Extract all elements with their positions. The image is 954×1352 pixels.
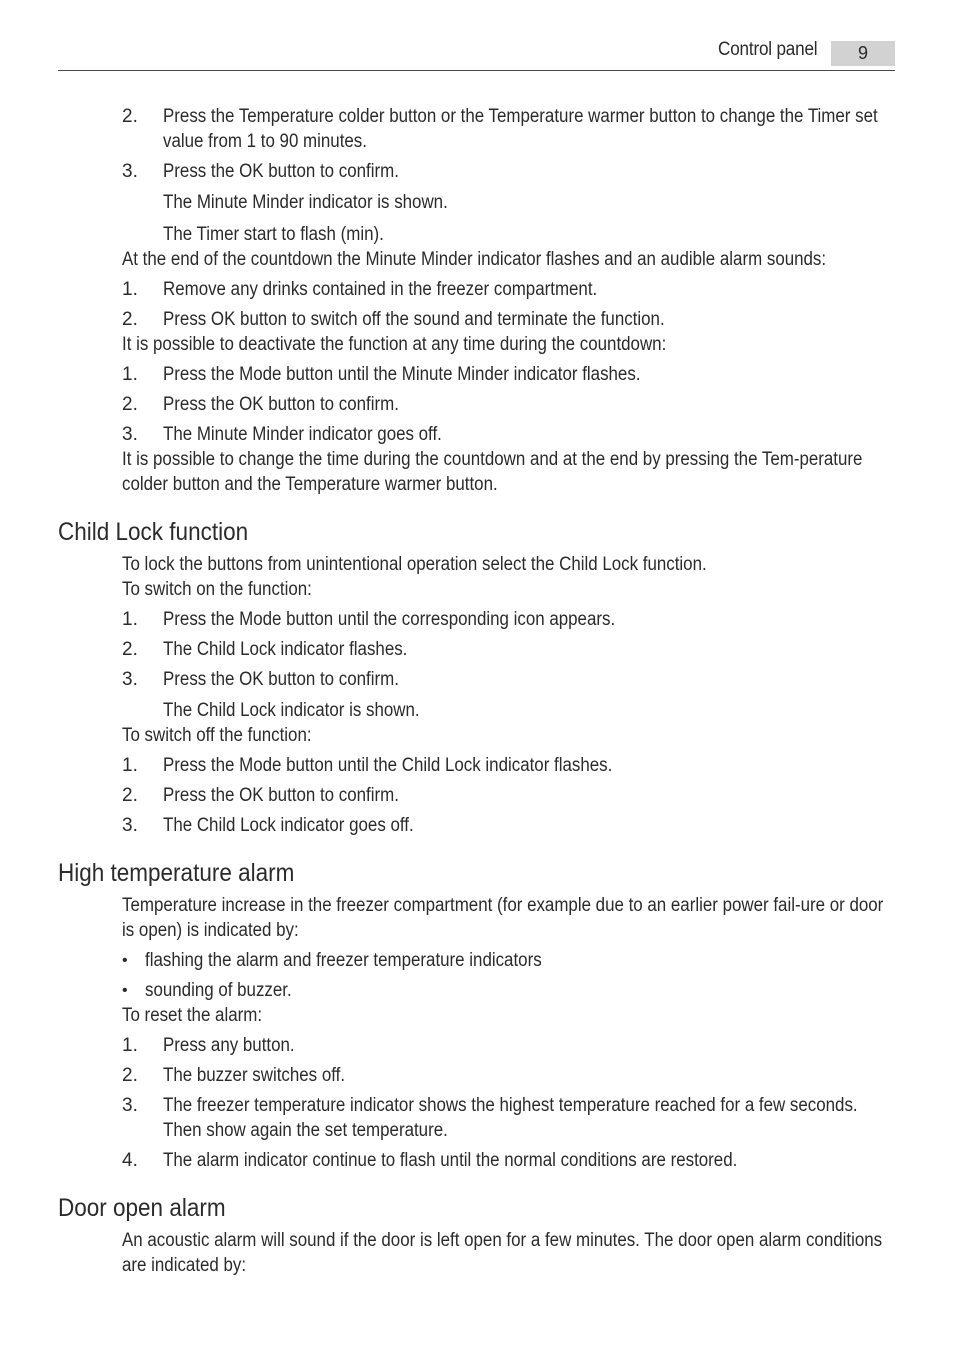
list-item <box>122 637 898 662</box>
step-text: The alarm indicator continue to flash until the normal conditions are restored. <box>163 1150 738 1171</box>
bullet-item <box>122 978 898 1003</box>
bullet-item <box>122 948 898 973</box>
bullet-text: sounding of buzzer. <box>145 980 292 1001</box>
list-item <box>122 813 898 838</box>
paragraph: To switch off the function: <box>122 725 312 746</box>
step-number: 1. <box>122 364 138 385</box>
list-item <box>122 1063 898 1088</box>
paragraph: At the end of the countdown the Minute Minder indicator flashes and an audible alarm sounds: <box>122 249 827 270</box>
header-rule <box>58 70 895 71</box>
list-item <box>122 667 898 692</box>
bullet-text: flashing the alarm and freezer temperature indicators <box>145 950 542 971</box>
step-text: Press the OK button to confirm. <box>163 669 399 690</box>
paragraph: Temperature increase in the freezer compartment (for example due to an earlier power fail-ure or door is open) is indicated by: <box>122 895 884 941</box>
list-item <box>122 307 898 332</box>
step-text: The Child Lock indicator goes off. <box>163 815 414 836</box>
step-text: Press the OK button to confirm. <box>163 161 399 182</box>
list-item <box>122 753 898 778</box>
step-text: The Minute Minder indicator goes off. <box>163 424 442 445</box>
step-text: Press the Mode button until the Minute Minder indicator flashes. <box>163 364 641 385</box>
section-heading-child-lock: Child Lock function <box>58 518 249 546</box>
step-number: 2. <box>122 785 138 806</box>
step-text: Press the Mode button until the corresponding icon appears. <box>163 609 616 630</box>
step-number: 2. <box>122 1065 138 1086</box>
list-item <box>122 362 898 387</box>
paragraph: It is possible to change the time during the countdown and at the end by pressing the Tem-perature colder button and the Temperature warmer button. <box>122 449 863 495</box>
list-item <box>122 1033 898 1058</box>
paragraph: To lock the buttons from unintentional operation select the Child Lock function. <box>122 554 707 575</box>
list-item <box>122 104 898 154</box>
step-number: 2. <box>122 309 138 330</box>
step-number: 1. <box>122 1035 138 1056</box>
paragraph: To reset the alarm: <box>122 1005 263 1026</box>
section-heading-door-open-alarm: Door open alarm <box>58 1194 226 1222</box>
list-item <box>122 1093 898 1143</box>
step-text: Press the Temperature colder button or the Temperature warmer button to change the Timer set value from 1 to 90 minutes. <box>163 106 878 152</box>
step-number: 3. <box>122 1095 138 1116</box>
bullet-icon: • <box>122 952 128 969</box>
step-text: Press the Mode button until the Child Lock indicator flashes. <box>163 755 613 776</box>
page-number-badge: 9 <box>831 41 895 66</box>
step-number: 4. <box>122 1150 138 1171</box>
step-text: Press any button. <box>163 1035 295 1056</box>
step-result: The Child Lock indicator is shown. <box>163 700 420 721</box>
step-number: 2. <box>122 639 138 660</box>
list-item <box>122 159 898 184</box>
list-item <box>122 607 898 632</box>
step-number: 1. <box>122 609 138 630</box>
step-number: 1. <box>122 279 138 300</box>
step-number: 2. <box>122 106 138 127</box>
paragraph: It is possible to deactivate the function at any time during the countdown: <box>122 334 667 355</box>
list-item <box>122 392 898 417</box>
step-number: 3. <box>122 669 138 690</box>
page-content <box>58 104 898 1278</box>
section-heading-high-temperature-alarm: High temperature alarm <box>58 859 295 887</box>
step-text: The buzzer switches off. <box>163 1065 346 1086</box>
step-text: Press the OK button to confirm. <box>163 785 399 806</box>
paragraph: An acoustic alarm will sound if the door is left open for a few minutes. The door open alarm conditions are indicated by: <box>122 1230 883 1276</box>
step-number: 3. <box>122 815 138 836</box>
step-number: 2. <box>122 394 138 415</box>
step-number: 1. <box>122 755 138 776</box>
list-item <box>122 783 898 808</box>
bullet-icon: • <box>122 982 128 999</box>
step-text: Press the OK button to confirm. <box>163 394 399 415</box>
list-item <box>122 277 898 302</box>
running-header-title: Control panel <box>717 39 817 60</box>
step-result: The Timer start to flash (min). <box>163 224 384 245</box>
step-number: 3. <box>122 161 138 182</box>
step-result: The Minute Minder indicator is shown. <box>163 192 448 213</box>
step-text: Press OK button to switch off the sound and terminate the function. <box>163 309 665 330</box>
step-number: 3. <box>122 424 138 445</box>
step-text: The freezer temperature indicator shows the highest temperature reached for a few seconds. Then show again the set temperature. <box>163 1095 858 1141</box>
paragraph: To switch on the function: <box>122 579 312 600</box>
list-item <box>122 1148 898 1173</box>
step-text: Remove any drinks contained in the freezer compartment. <box>163 279 598 300</box>
list-item <box>122 422 898 447</box>
step-text: The Child Lock indicator flashes. <box>163 639 408 660</box>
